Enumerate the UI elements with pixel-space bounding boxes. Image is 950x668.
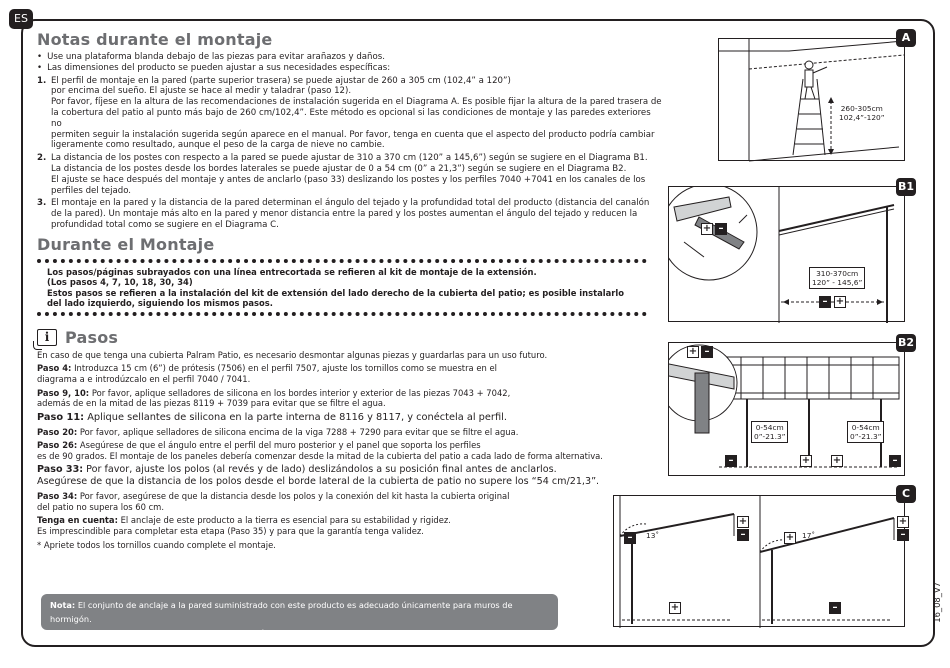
numbered-item-1: 1. El perfil de montaje en la pared (parte superior trasera) se puede ajustar de 260 a 305 cm (102,4” a 120”) por encima del sueño. El ajuste se hace al medir y taladrar (paso 12). Por favor, fíjese en la altura de las recomendaciones de instalación sugerida en el Diagrama A. Es posible fijar la altura de la pared trasera de la cobertura del patio al punto más bajo de 260 cm/102,4”. Este método es opcional si las condiciones de montaje y las paredes exteriores no permiten seguir la instalación sugerida según aparece en el manual. Por favor, tenga en cuenta que el aspecto del producto podría cambiar ligeramente como resultado, aunque el peso de la carga de nieve no cambie. (37, 75, 662, 151)
diagram-b1-label: B1 (896, 178, 916, 196)
diagram-c-right-angle: 17˚ (802, 531, 816, 540)
text-column (37, 30, 662, 553)
minus-symbol: – (829, 602, 841, 614)
step-33: Paso 33: Por favor, ajuste los polos (al revés y de lado) deslizándolos a su posición final antes de anclarlos. Asegúrese de que la distancia de los polos desde el borde lateral de la cubierta de patio no supere los “54 cm/21,3”. (37, 464, 600, 488)
language-tab: ES (9, 9, 33, 29)
footnote: * Apriete todos los tornillos cuando complete el montaje. (37, 539, 276, 550)
diagram-a-label: A (896, 29, 916, 47)
minus-symbol: – (889, 455, 901, 467)
minus-symbol: – (725, 455, 737, 467)
diagram-c-left-angle: 13˚ (646, 531, 660, 540)
diagram-c-drawing (614, 496, 906, 628)
plus-symbol: + (801, 455, 811, 466)
section-title-notas: Notas durante el montaje (37, 30, 273, 49)
minus-symbol: – (624, 532, 636, 544)
diagram-a-drawing (719, 39, 906, 162)
anchoring-note: Tenga en cuenta: El anclaje de este producto a la tierra es esencial para su estabilidad y rigidez. Es imprescindible para completar esta etapa (Paso 35) y para que la garantía tenga validez. (37, 515, 451, 537)
bullet-item: • Use una plataforma blanda debajo de las piezas para evitar arañazos y daños. (37, 52, 385, 62)
plus-symbol: + (835, 296, 845, 307)
wall-anchor-note: Nota: El conjunto de anclaje a la pared suministrado con este producto es adecuado únicamente para muros de hormigón. Otros tipos de muro necesitan un conjunto de fijación en pared en consecuencia. (41, 594, 558, 630)
info-icon: i (37, 329, 57, 346)
pasos-intro: En caso de que tenga una cubierta Palram Patio, es necesario desmontar algunas piezas y guardarlas para un uso futuro. (37, 349, 548, 360)
minus-symbol: – (819, 296, 831, 308)
diagram-b2 (668, 342, 905, 476)
plus-symbol: + (785, 532, 795, 543)
diagram-b1 (668, 186, 905, 322)
step-34: Paso 34: Por favor, asegúrese de que la distancia desde los polos y la conexión del kit hasta la cubierta original del patio no supera los 60 cm. (37, 491, 510, 512)
minus-symbol: – (897, 529, 909, 541)
diagram-b2-drawing (669, 343, 906, 477)
plus-symbol: + (738, 516, 748, 527)
minus-symbol: – (737, 529, 749, 541)
diagram-b2-label: B2 (896, 334, 916, 352)
bullet-item: • Las dimensiones del producto se pueden ajustar a sus necesidades específicas: (37, 62, 391, 73)
step-9-10: Paso 9, 10: Por favor, aplique selladores de silicona en los bordes interior y exterior de las piezas 7043 + 7042, además de en la mitad de las piezas 8119 + 7039 para evitar que se filtre el agua. (37, 387, 511, 409)
numbered-item-2: 2. La distancia de los postes con respecto a la pared se puede ajustar de 310 a 370 cm (120” a 145,6”) según se sugiere en el Diagrama B1. La distancia de los postes desde los bordes laterales se puede ajustar de 0 a 54 cm (0” a 21,3”) según se sugiere en el Diagrama B2. El ajuste se hace después del montaje y antes de anclarlo (paso 33) deslizando los postes y los perfiles 7040 +7041 en los canales de los perfiles del tejado. (37, 153, 648, 196)
diagram-a (718, 38, 905, 161)
diagram-a-measurement: 260-305cm 102,4”-120” (839, 104, 885, 122)
pasos-header (37, 328, 662, 347)
diagram-b2-left-measurement: 0-54cm 0”-21.3” (751, 421, 788, 443)
section-title-pasos: Pasos (65, 327, 119, 347)
minus-symbol: – (701, 346, 713, 358)
diagram-b2-right-measurement: 0-54cm 0”-21.3” (847, 421, 884, 443)
diagram-b1-measurement: 310-370cm 120” - 145,6” (809, 267, 865, 289)
diagram-b1-drawing (669, 187, 906, 323)
plus-symbol: + (898, 516, 908, 527)
diagram-c-label: C (896, 485, 916, 503)
plus-symbol: + (670, 602, 680, 613)
diagram-c (613, 495, 908, 627)
plus-symbol: + (702, 223, 712, 234)
plus-symbol: + (832, 455, 842, 466)
step-20: Paso 20: Por favor, aplique selladores de silicona encima de la viga 7288 + 7290 para evitar que se filtre el agua. (37, 426, 519, 437)
step-4: Paso 4: Introduzca 15 cm (6”) de prótesis (7506) en el perfil 7507, ajuste los tornillos como se muestra en el diagrama a e introdúzcalo en el perfil 7040 / 7041. (37, 363, 497, 384)
numbered-item-3: 3. El montaje en la pared y la distancia de la pared determinan el ángulo del tejado y la profundidad total del producto (distancia del canalón de la pared). Un montaje más alto en la pared y menor distancia entre la pared y los postes aumentan el ángulo del tejado y reducen la profundidad total como se sugiere en el Diagrama C. (37, 198, 650, 230)
minus-symbol: – (715, 223, 727, 235)
plus-symbol: + (688, 346, 698, 357)
extension-kit-box: Los pasos/páginas subrayados con una línea entrecortada se refieren al kit de montaje de la extensión. (Los pasos 4, 7, 10, 18, 30, 34) Estos pasos se refieren a la instalación del kit de extensión del lado derecho de la cubierta del patio; es posible instalarlo del lado izquierdo, siguiendo los mismos pasos. (37, 259, 647, 316)
step-11: Paso 11: Aplique sellantes de silicona en la parte interna de 8116 y 8117, y conéctela al perfil. (37, 411, 507, 423)
section-title-durante: Durante el Montaje (37, 234, 215, 254)
document-code: 16_08_V7 (932, 582, 942, 623)
step-26: Paso 26: Asegúrese de que el ángulo entre el perfil del muro posterior y el panel que soporta los perfiles es de 90 grados. El montaje de los paneles debería comenzar desde la mitad de la cubierta del patio a cada lado de forma alternativa. (37, 440, 603, 461)
